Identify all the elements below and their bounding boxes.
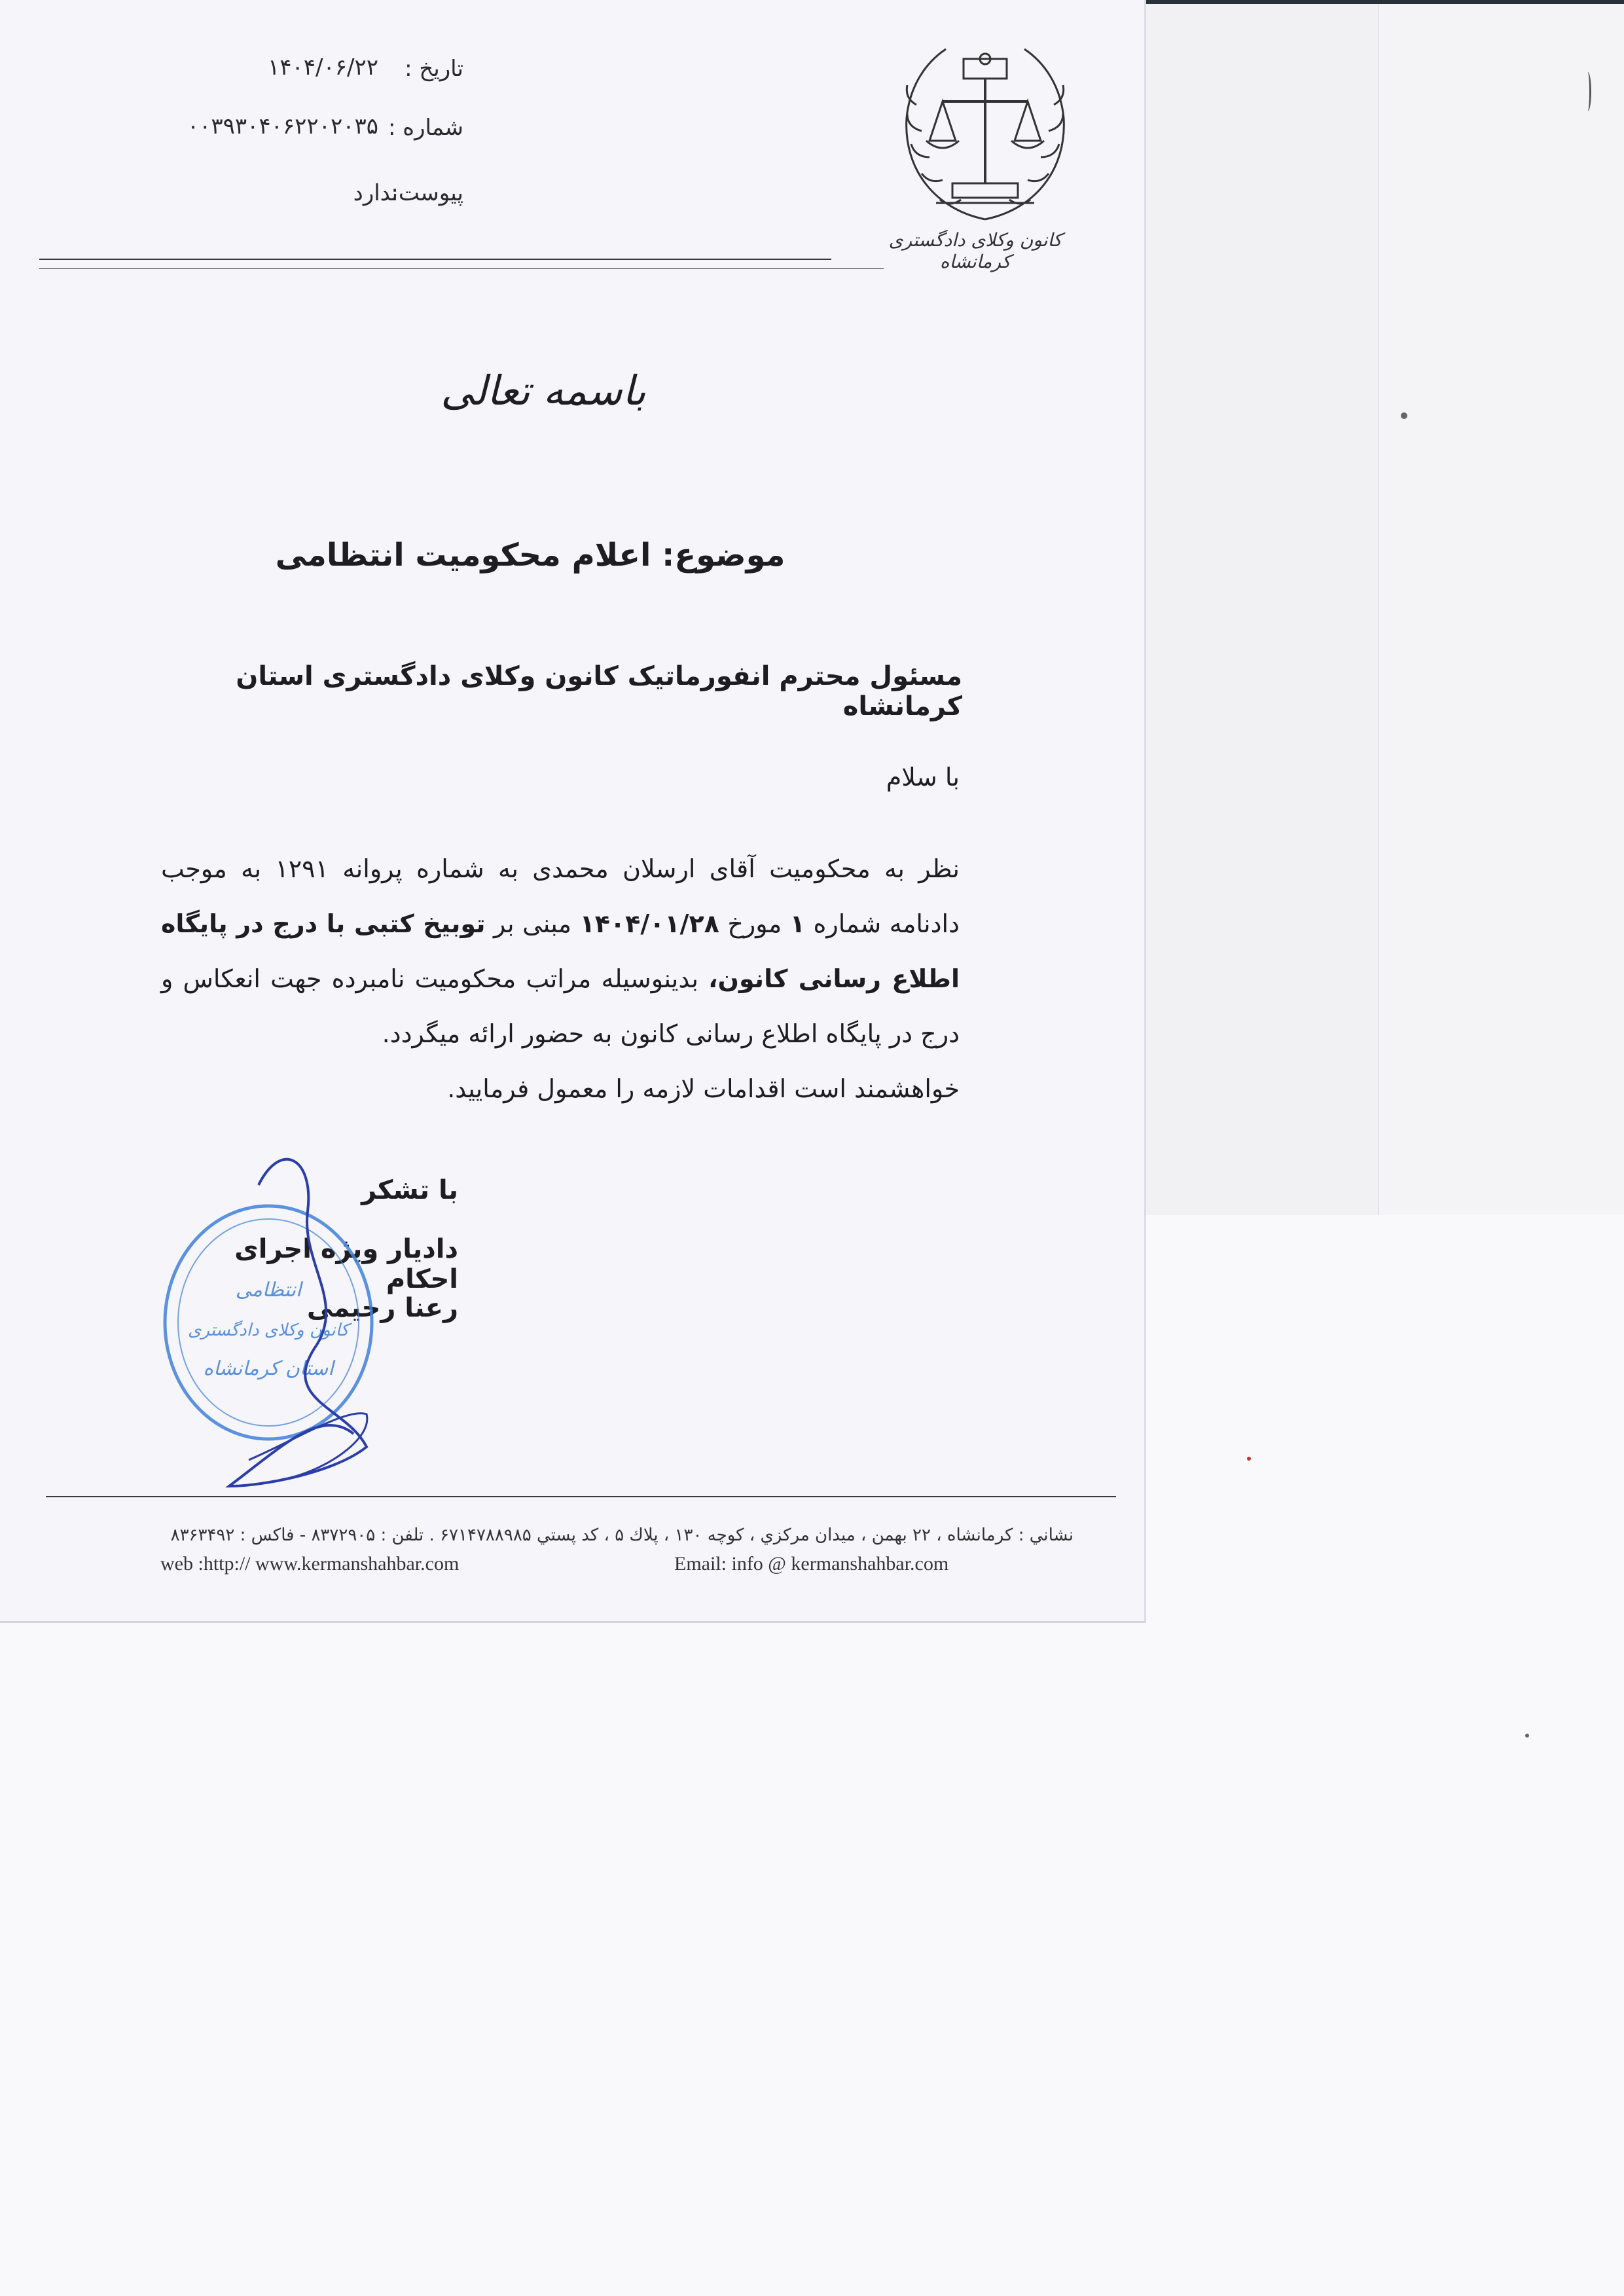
number-label: شماره : [388,115,463,141]
request-text: خواهشمند است اقدامات لازمه را معمول فرمایید. [447,1074,960,1103]
bar-association-emblem-icon [890,33,1080,229]
signer-title: دادیار ویژه اجرای احکام [234,1234,458,1294]
official-stamp-icon [151,1133,412,1499]
underlying-sheet-fold [1378,4,1624,1215]
stamp-text: استان کرمانشاه [203,1357,334,1380]
body-text: بدینوسیله مراتب محکومیت نامبرده جهت انعکاس و درج در پایگاه اطلاع رسانی کانون به حضور ارائه میگردد. [161,964,960,1048]
date-value: ۱۴۰۴/۰۶/۲۲ [267,54,378,81]
footer-address: نشاني : كرمانشاه ، ۲۲ بهمن ، ميدان مركزي ، كوچه ۱۳۰ ، پلاك ۵ ، كد پستي ۶۷۱۴۷۸۸۹۸۵ . تلفن : ۸۳۷۲۹۰۵ - فاكس : ۸۳۶۳۴۹۲ [170,1525,1074,1545]
date-label: تاریخ : [405,56,463,82]
body-text: نظر به محکومیت آقای ارسلان محمدی به شماره پروانه ۱۲۹۱ به موجب دادنامه شماره [161,854,960,938]
letter-page [0,0,1146,1623]
scan-speck [1247,1457,1251,1461]
stamp-text: انتظامی [235,1279,302,1302]
attachment-value: ندارد [353,180,398,206]
letter-greeting: با سلام [886,763,960,792]
organization-name: کانون وکلای دادگستری کرمانشاه [888,229,1062,272]
letter-addressee: مسئول محترم انفورماتیک کانون وکلای دادگستری استان کرمانشاه [236,661,962,721]
ruling-number: ۱ [789,909,805,938]
body-text: مبنی بر [485,909,580,938]
stamp-text: کانون وکلای دادگستری [188,1321,349,1340]
footer-website: web :http:// www.kermanshahbar.com [160,1553,460,1575]
scan-artifact [1584,72,1591,111]
signer-name: رعنا رحیمی [306,1293,458,1323]
header-rule-secondary [39,268,884,269]
letter-body [161,841,960,1116]
attachment-label: پیوست: [391,180,463,206]
penalty-text: توبیخ کتبی با درج در پایگاه اطلاع رسانی کانون، [161,909,960,993]
signature-stroke [249,1413,367,1480]
footer-rule [46,1496,1116,1497]
header-rule [39,259,831,260]
number-value: ۰۰۳۹۳۰۴۰۶۲۲۰۲۰۳۵ [187,113,378,139]
ruling-date: ۱۴۰۴/۰۱/۲۸ [579,909,719,938]
scan-speck [1401,412,1407,419]
letter-subject: موضوع: اعلام محکومیت انتظامی [275,537,785,574]
scan-speck [1525,1734,1529,1738]
footer-email: Email: info @ kermanshahbar.com [674,1553,949,1575]
body-text: مورخ [719,909,790,938]
closing: با تشکر [361,1175,458,1205]
basmala: باسمه تعالی [441,367,646,414]
